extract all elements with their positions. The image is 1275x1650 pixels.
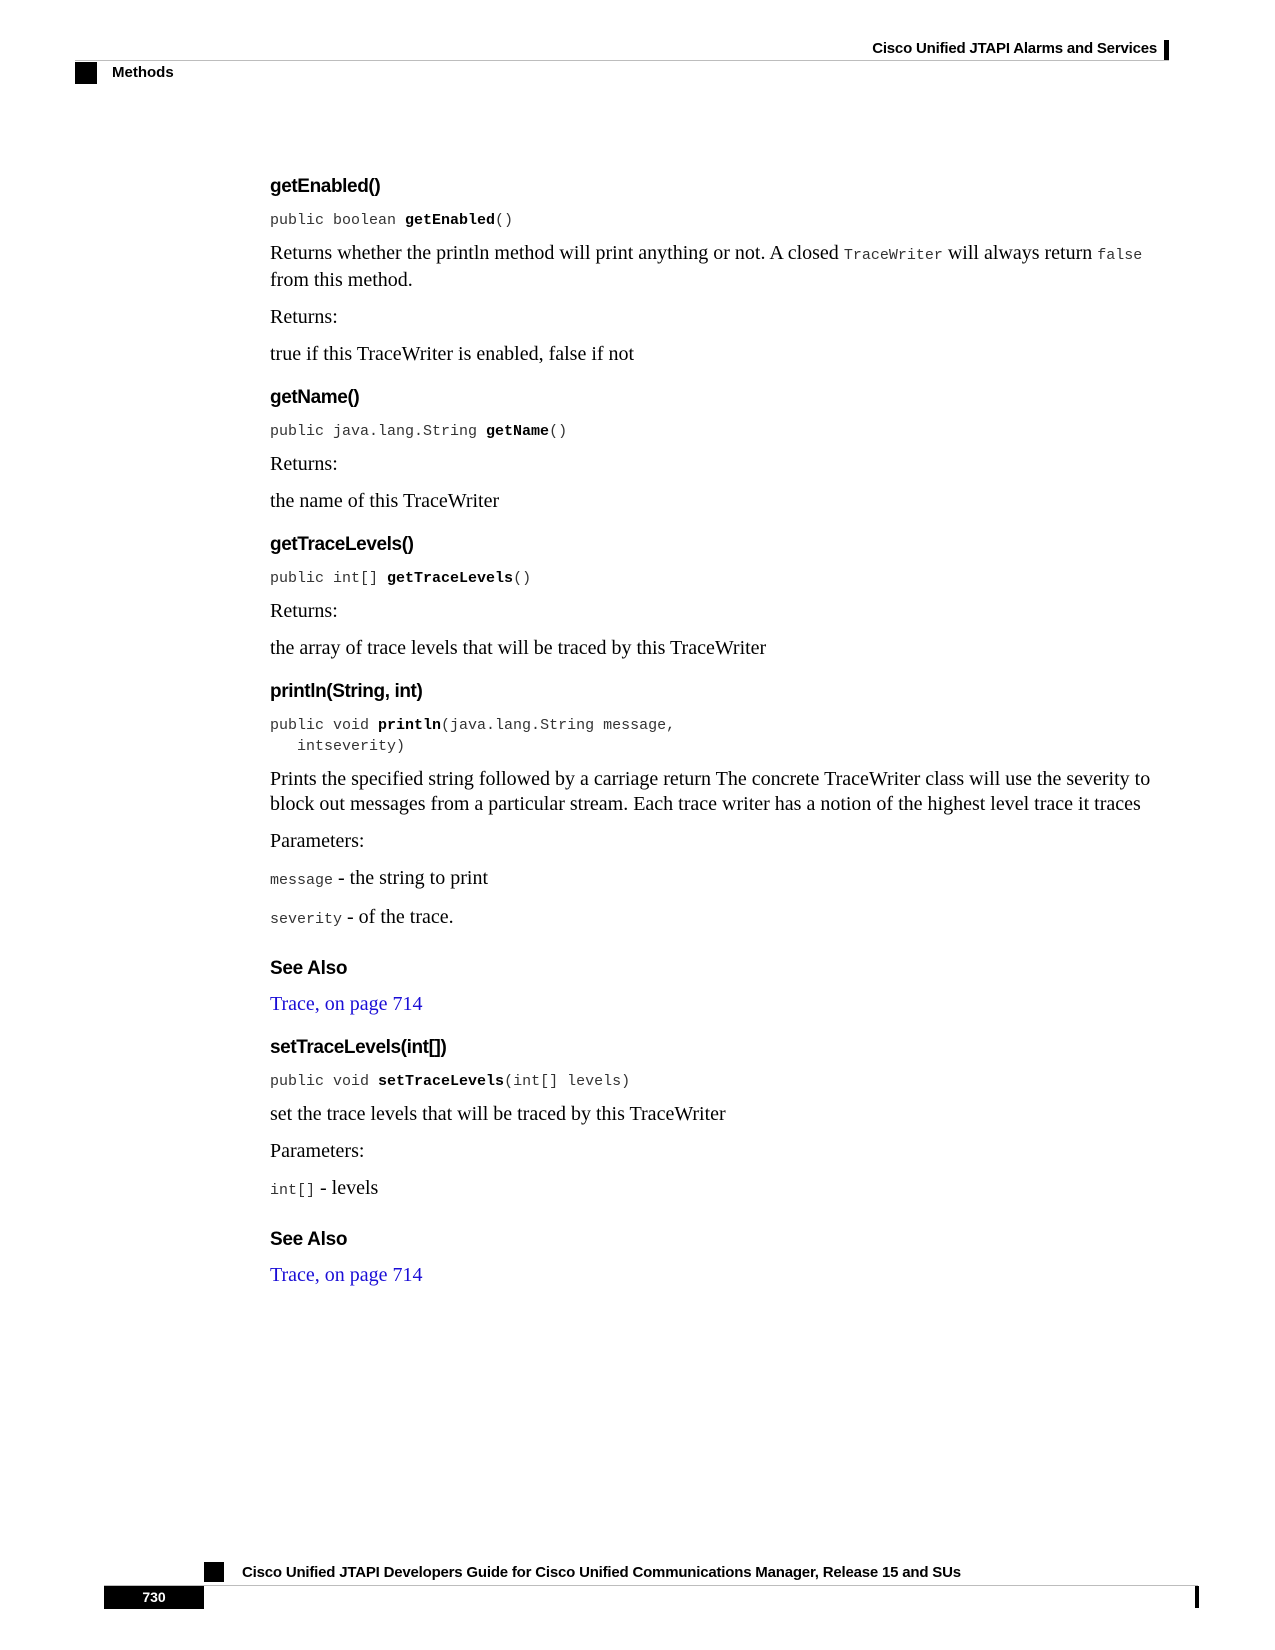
see-also-heading: See Also: [270, 1229, 348, 1250]
parameter-item: severity - of the trace.: [270, 906, 454, 928]
returns-text: the array of trace levels that will be traced by this TraceWriter: [270, 637, 767, 659]
method-signature: public boolean getEnabled(): [270, 212, 514, 229]
parameter-name: message: [270, 872, 334, 889]
returns-label: Returns:: [270, 600, 338, 622]
method-settracelevels: [270, 1037, 1170, 1288]
page-content: [270, 176, 1170, 1300]
footer-rule: [104, 1585, 1198, 1586]
see-also-link-trace[interactable]: Trace, on page 714: [270, 993, 423, 1015]
method-description: Returns whether the println method will print anything or not. A closed TraceWriter will always return false from this method.: [270, 242, 1143, 291]
method-gettracelevels: [270, 534, 1170, 661]
header-rule: [75, 60, 1169, 61]
parameters-label: Parameters:: [270, 830, 365, 852]
method-heading: println(String, int): [270, 681, 423, 702]
method-heading: getName(): [270, 387, 360, 408]
method-heading: setTraceLevels(int[]): [270, 1037, 447, 1058]
parameter-item: int[] - levels: [270, 1177, 379, 1199]
method-getname: [270, 387, 1170, 514]
method-heading: getTraceLevels(): [270, 534, 414, 555]
returns-text: the name of this TraceWriter: [270, 490, 500, 512]
method-description: set the trace levels that will be traced by this TraceWriter: [270, 1103, 726, 1125]
parameter-name: int[]: [270, 1182, 316, 1199]
see-also-heading: See Also: [270, 958, 348, 979]
running-header-section: Methods: [112, 64, 174, 81]
header-section-marker: [75, 62, 97, 84]
method-signature: public void setTraceLevels(int[] levels): [270, 1073, 631, 1090]
returns-label: Returns:: [270, 453, 338, 475]
returns-label: Returns:: [270, 306, 338, 328]
returns-text: true if this TraceWriter is enabled, false if not: [270, 343, 635, 365]
method-signature: public java.lang.String getName(): [270, 423, 568, 440]
running-header-title: Cisco Unified JTAPI Alarms and Services: [872, 40, 1157, 57]
method-println: [270, 681, 1170, 1017]
header-right-bar: [1164, 40, 1169, 61]
page-number: 730: [104, 1586, 204, 1609]
see-also-link-trace[interactable]: Trace, on page 714: [270, 1264, 423, 1286]
method-signature: public int[] getTraceLevels(): [270, 570, 532, 587]
parameters-label: Parameters:: [270, 1140, 365, 1162]
running-footer-title: Cisco Unified JTAPI Developers Guide for Cisco Unified Communications Manager, Release 15 and SUs: [242, 1564, 961, 1581]
method-heading: getEnabled(): [270, 176, 381, 197]
parameter-name: severity: [270, 911, 343, 928]
method-signature: public void println(java.lang.String message, intseverity): [270, 717, 676, 755]
footer-marker: [204, 1562, 224, 1582]
footer-right-bar: [1195, 1586, 1199, 1608]
method-getenabled: [270, 176, 1170, 367]
parameter-item: message - the string to print: [270, 867, 488, 889]
method-description: Prints the specified string followed by a carriage return The concrete TraceWriter class will use the severity to block out messages from a particular stream. Each trace writer has a notion of the highest level trace it traces: [270, 768, 1151, 815]
